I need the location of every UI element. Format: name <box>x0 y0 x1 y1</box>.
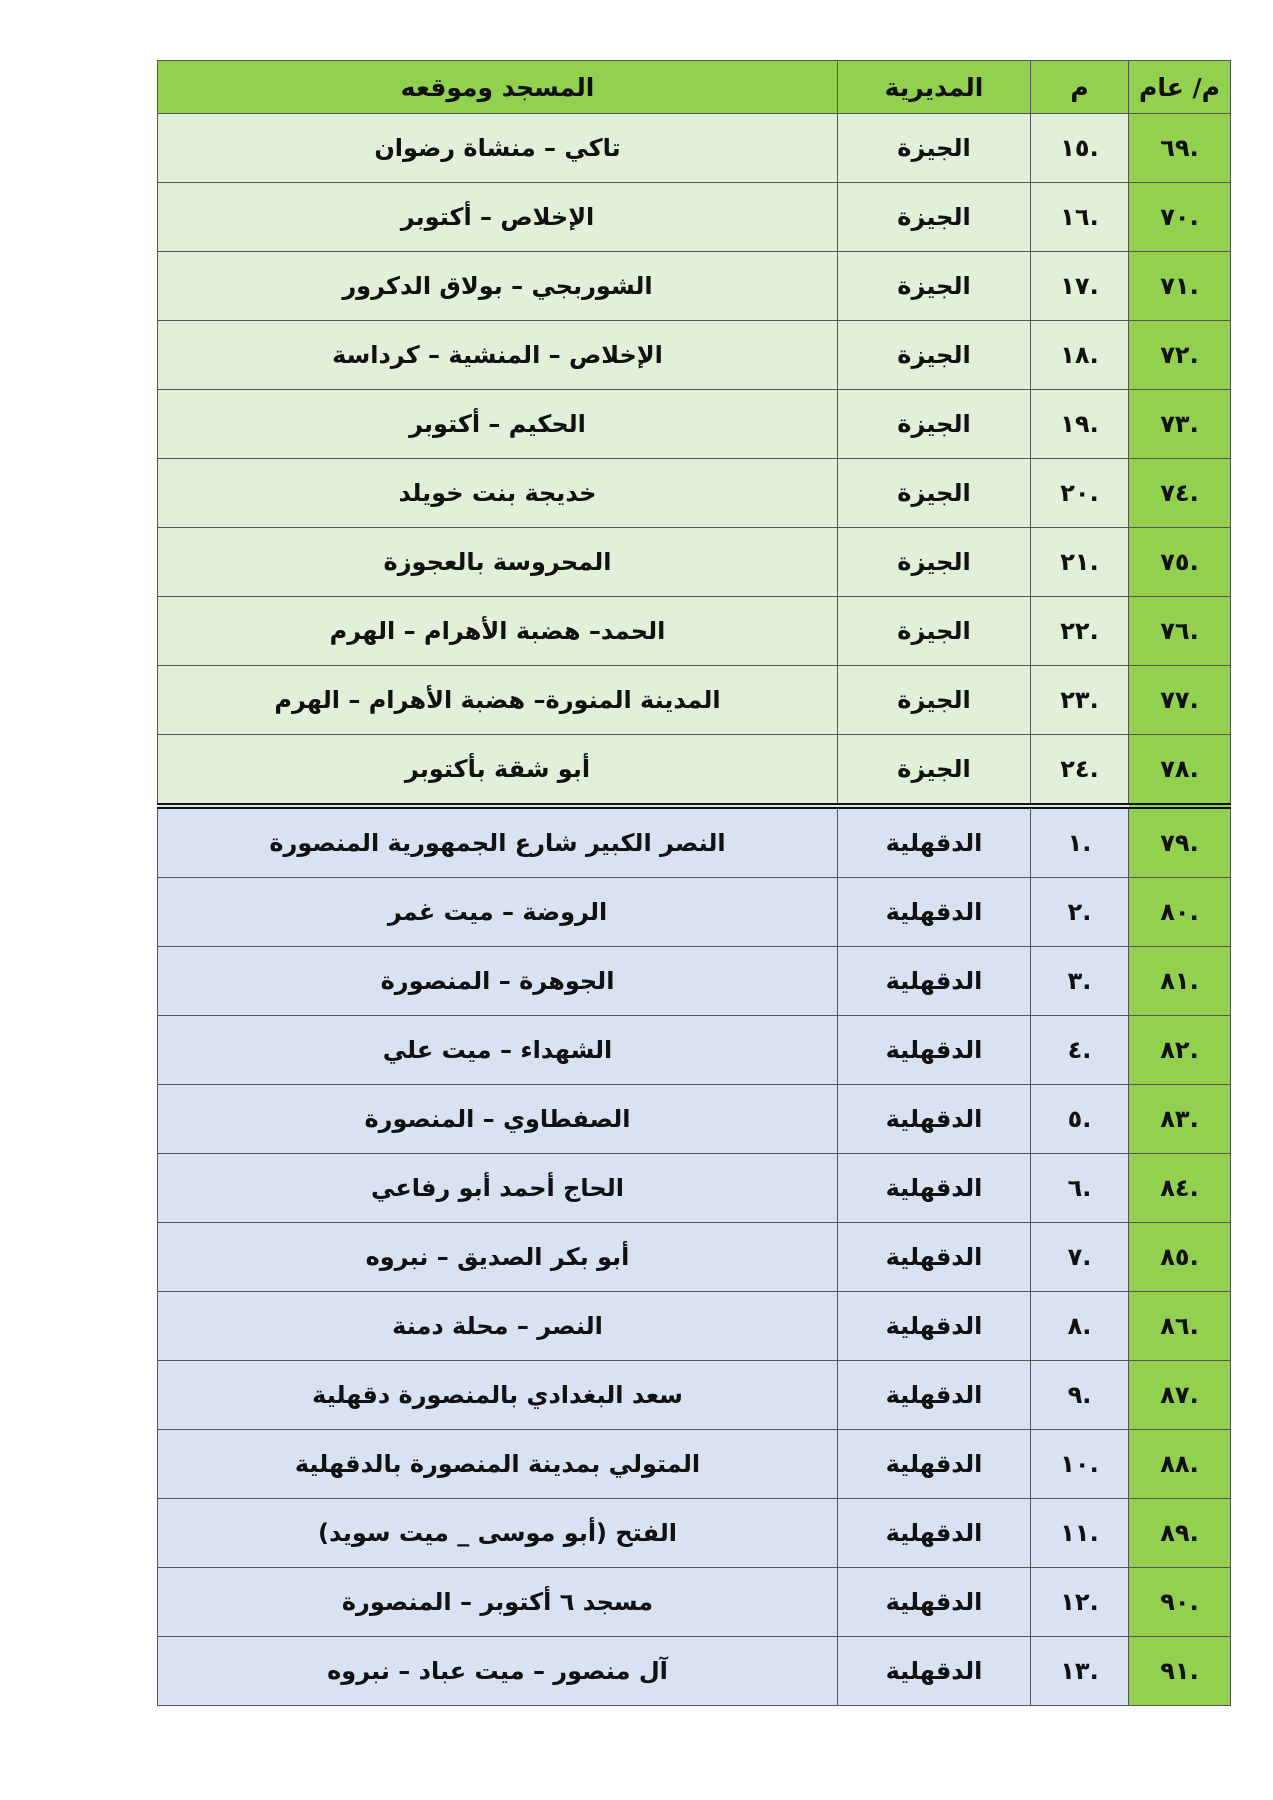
mosque-name-cell: الإخلاص – أكتوبر <box>158 183 838 252</box>
directorate-cell: الجيزة <box>838 528 1031 597</box>
general-number-cell: .٦٩ <box>1129 114 1231 183</box>
general-number-cell: .٧٨ <box>1129 735 1231 807</box>
table-row <box>158 666 1231 735</box>
mosque-name-cell: الفتح (أبو موسى _ ميت سويد) <box>158 1499 838 1568</box>
table-row <box>158 1361 1231 1430</box>
table-row <box>158 1154 1231 1223</box>
number-cell: .١٥ <box>1031 114 1129 183</box>
general-number-cell: .٧٩ <box>1129 806 1231 878</box>
mosque-name-cell: المتولي بمدينة المنصورة بالدقهلية <box>158 1430 838 1499</box>
general-number-cell: .٧٤ <box>1129 459 1231 528</box>
number-cell: .٣ <box>1031 947 1129 1016</box>
mosque-name-cell: الحاج أحمد أبو رفاعي <box>158 1154 838 1223</box>
giza-rows-group <box>158 114 1231 807</box>
number-cell: .٢٠ <box>1031 459 1129 528</box>
number-cell: .٨ <box>1031 1292 1129 1361</box>
number-cell: .١٣ <box>1031 1637 1129 1706</box>
mosque-name-cell: سعد البغدادي بالمنصورة دقهلية <box>158 1361 838 1430</box>
mosque-name-cell: تاكي – منشاة رضوان <box>158 114 838 183</box>
directorate-cell: الجيزة <box>838 666 1031 735</box>
mosque-name-cell: النصر – محلة دمنة <box>158 1292 838 1361</box>
table-row <box>158 390 1231 459</box>
directorate-cell: الجيزة <box>838 597 1031 666</box>
directorate-cell: الدقهلية <box>838 1499 1031 1568</box>
mosque-name-cell: الشوربجي – بولاق الدكرور <box>158 252 838 321</box>
number-cell: .٢٣ <box>1031 666 1129 735</box>
table-row <box>158 947 1231 1016</box>
table-row <box>158 1430 1231 1499</box>
general-number-cell: .٧٣ <box>1129 390 1231 459</box>
table-row <box>158 1637 1231 1706</box>
number-cell: .١٠ <box>1031 1430 1129 1499</box>
directorate-cell: الجيزة <box>838 390 1031 459</box>
general-number-cell: .٨٧ <box>1129 1361 1231 1430</box>
mosque-name-cell: الحكيم – أكتوبر <box>158 390 838 459</box>
number-cell: .٢٢ <box>1031 597 1129 666</box>
mosque-name-cell: النصر الكبير شارع الجمهورية المنصورة <box>158 806 838 878</box>
table-row <box>158 1292 1231 1361</box>
dakahlia-rows-group <box>158 806 1231 1706</box>
directorate-cell: الجيزة <box>838 252 1031 321</box>
number-cell: .١١ <box>1031 1499 1129 1568</box>
directorate-cell: الدقهلية <box>838 1154 1031 1223</box>
directorate-cell: الدقهلية <box>838 1016 1031 1085</box>
number-cell: .١٩ <box>1031 390 1129 459</box>
table-row <box>158 1016 1231 1085</box>
directorate-cell: الدقهلية <box>838 806 1031 878</box>
number-cell: .٩ <box>1031 1361 1129 1430</box>
directorate-cell: الجيزة <box>838 459 1031 528</box>
general-number-cell: .٧٢ <box>1129 321 1231 390</box>
general-number-cell: .٩١ <box>1129 1637 1231 1706</box>
general-number-cell: .٨٥ <box>1129 1223 1231 1292</box>
table-row <box>158 735 1231 807</box>
table-row <box>158 459 1231 528</box>
table-row <box>158 252 1231 321</box>
directorate-cell: الجيزة <box>838 183 1031 252</box>
general-number-cell: .٧١ <box>1129 252 1231 321</box>
number-cell: .١٢ <box>1031 1568 1129 1637</box>
number-cell: .٤ <box>1031 1016 1129 1085</box>
header-directorate: المديرية <box>838 61 1031 114</box>
directorate-cell: الجيزة <box>838 321 1031 390</box>
mosque-name-cell: الحمد– هضبة الأهرام – الهرم <box>158 597 838 666</box>
mosque-name-cell: المحروسة بالعجوزة <box>158 528 838 597</box>
mosque-name-cell: أبو شقة بأكتوبر <box>158 735 838 807</box>
general-number-cell: .٧٠ <box>1129 183 1231 252</box>
general-number-cell: .٧٧ <box>1129 666 1231 735</box>
number-cell: .٧ <box>1031 1223 1129 1292</box>
general-number-cell: .٨٨ <box>1129 1430 1231 1499</box>
directorate-cell: الدقهلية <box>838 1637 1031 1706</box>
mosque-name-cell: الروضة – ميت غمر <box>158 878 838 947</box>
number-cell: .٢٤ <box>1031 735 1129 807</box>
header-general-number: م/ عام <box>1129 61 1231 114</box>
directorate-cell: الجيزة <box>838 114 1031 183</box>
directorate-cell: الدقهلية <box>838 1292 1031 1361</box>
general-number-cell: .٨٠ <box>1129 878 1231 947</box>
table-row <box>158 1499 1231 1568</box>
general-number-cell: .٨٣ <box>1129 1085 1231 1154</box>
table-row <box>158 1223 1231 1292</box>
table-row <box>158 806 1231 878</box>
general-number-cell: .٧٥ <box>1129 528 1231 597</box>
mosques-table <box>157 60 1231 1706</box>
mosque-name-cell: الإخلاص – المنشية – كرداسة <box>158 321 838 390</box>
general-number-cell: .٨٦ <box>1129 1292 1231 1361</box>
table-row <box>158 878 1231 947</box>
header-number: م <box>1031 61 1129 114</box>
header-row <box>158 61 1231 114</box>
number-cell: .١٧ <box>1031 252 1129 321</box>
table-row <box>158 1568 1231 1637</box>
directorate-cell: الدقهلية <box>838 1085 1031 1154</box>
mosque-name-cell: مسجد ٦ أكتوبر – المنصورة <box>158 1568 838 1637</box>
table-row <box>158 597 1231 666</box>
directorate-cell: الدقهلية <box>838 1430 1031 1499</box>
document-page <box>158 60 1231 1706</box>
number-cell: .١٨ <box>1031 321 1129 390</box>
directorate-cell: الدقهلية <box>838 1223 1031 1292</box>
mosque-name-cell: خديجة بنت خويلد <box>158 459 838 528</box>
table-header <box>158 61 1231 114</box>
general-number-cell: .٧٦ <box>1129 597 1231 666</box>
number-cell: .١٦ <box>1031 183 1129 252</box>
number-cell: .٢ <box>1031 878 1129 947</box>
number-cell: .٥ <box>1031 1085 1129 1154</box>
general-number-cell: .٨١ <box>1129 947 1231 1016</box>
table-row <box>158 183 1231 252</box>
table-row <box>158 114 1231 183</box>
table-row <box>158 321 1231 390</box>
header-mosque-location: المسجد وموقعه <box>158 61 838 114</box>
general-number-cell: .٨٩ <box>1129 1499 1231 1568</box>
general-number-cell: .٨٢ <box>1129 1016 1231 1085</box>
table-row <box>158 1085 1231 1154</box>
mosque-name-cell: أبو بكر الصديق – نبروه <box>158 1223 838 1292</box>
directorate-cell: الدقهلية <box>838 878 1031 947</box>
directorate-cell: الدقهلية <box>838 1361 1031 1430</box>
mosque-name-cell: آل منصور – ميت عباد – نبروه <box>158 1637 838 1706</box>
mosque-name-cell: الشهداء – ميت علي <box>158 1016 838 1085</box>
directorate-cell: الجيزة <box>838 735 1031 807</box>
number-cell: .٢١ <box>1031 528 1129 597</box>
general-number-cell: .٩٠ <box>1129 1568 1231 1637</box>
mosque-name-cell: الصفطاوي – المنصورة <box>158 1085 838 1154</box>
number-cell: .٦ <box>1031 1154 1129 1223</box>
directorate-cell: الدقهلية <box>838 947 1031 1016</box>
table-row <box>158 528 1231 597</box>
mosque-name-cell: المدينة المنورة– هضبة الأهرام – الهرم <box>158 666 838 735</box>
general-number-cell: .٨٤ <box>1129 1154 1231 1223</box>
number-cell: .١ <box>1031 806 1129 878</box>
mosque-name-cell: الجوهرة – المنصورة <box>158 947 838 1016</box>
directorate-cell: الدقهلية <box>838 1568 1031 1637</box>
